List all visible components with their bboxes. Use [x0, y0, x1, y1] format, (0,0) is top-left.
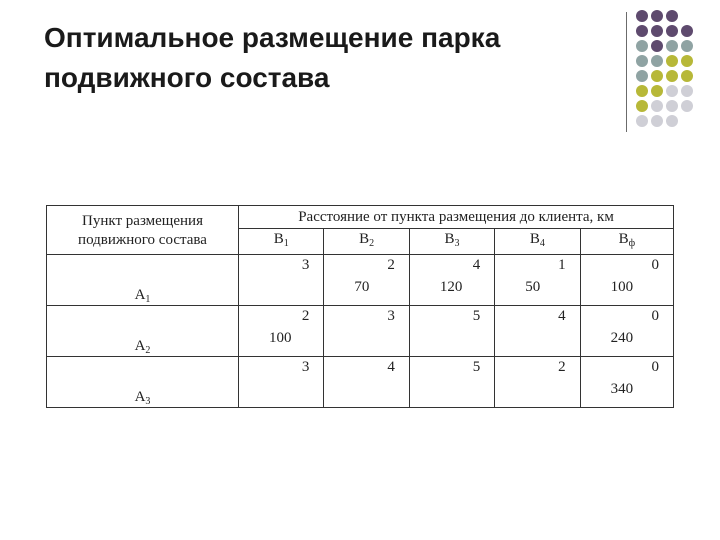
column-subscript: ф	[628, 238, 636, 249]
decorative-dot	[666, 25, 678, 37]
table-cell	[495, 306, 580, 357]
decorative-dot	[636, 25, 648, 37]
decorative-dot	[636, 100, 648, 112]
decorative-dot	[651, 70, 663, 82]
column-header	[239, 229, 324, 255]
table-cell	[495, 357, 580, 408]
decorative-dot	[681, 70, 693, 82]
decorative-dot	[666, 70, 678, 82]
table-cell	[580, 255, 673, 306]
column-subscript: 3	[454, 238, 460, 249]
cell-distance: 4	[472, 257, 481, 273]
decorative-dot	[666, 55, 678, 67]
table-cell	[580, 306, 673, 357]
table-cell	[580, 357, 673, 408]
decorative-dot	[666, 85, 678, 97]
cell-distance: 5	[472, 308, 481, 324]
decorative-dot	[651, 55, 663, 67]
title-line-2: подвижного состава	[44, 62, 330, 93]
decorative-dot	[651, 100, 663, 112]
cell-distance: 0	[651, 359, 659, 375]
decorative-dot	[636, 115, 648, 127]
column-subscript: 2	[369, 238, 375, 249]
column-letter: B	[444, 231, 455, 247]
column-letter: B	[618, 231, 629, 247]
table-cell	[495, 255, 580, 306]
table-cell	[409, 255, 494, 306]
table-cell	[239, 306, 324, 357]
decorative-dot	[681, 100, 693, 112]
column-header	[580, 229, 673, 255]
cell-volume: 50	[525, 279, 541, 295]
decorative-dot	[666, 10, 678, 22]
decorative-dot	[651, 25, 663, 37]
vertical-divider	[626, 12, 627, 132]
cell-distance: 2	[387, 257, 395, 273]
decorative-dot	[636, 10, 648, 22]
column-letter: B	[529, 231, 540, 247]
cell-distance: 0	[651, 257, 659, 273]
decorative-dot-grid	[636, 10, 694, 128]
title-line-1: Оптимальное размещение парка	[44, 22, 501, 53]
table-cell	[239, 255, 324, 306]
decorative-dot	[651, 10, 663, 22]
column-letter: B	[273, 231, 284, 247]
decorative-dot	[681, 55, 693, 67]
table-row	[47, 357, 674, 408]
table-cell	[409, 357, 494, 408]
row-label	[47, 255, 239, 306]
decorative-dot	[666, 100, 678, 112]
table-cell	[239, 357, 324, 408]
decorative-dot	[681, 40, 693, 52]
decorative-dot	[666, 40, 678, 52]
row-label	[47, 357, 239, 408]
column-letter: B	[359, 231, 370, 247]
table-header-row	[47, 206, 674, 229]
decorative-dot	[651, 85, 663, 97]
row-subscript: 3	[145, 396, 151, 407]
table-cell	[409, 306, 494, 357]
cell-distance: 0	[651, 308, 659, 324]
row-subscript: 2	[145, 345, 151, 356]
decorative-dot	[636, 70, 648, 82]
decorative-dot	[636, 85, 648, 97]
cell-distance: 4	[558, 308, 566, 324]
cell-distance: 3	[301, 359, 310, 375]
row-letter: A	[134, 389, 146, 405]
cell-distance: 4	[387, 359, 395, 375]
decorative-dot	[636, 55, 648, 67]
row-subscript: 1	[145, 294, 151, 305]
header-distance: Расстояние от пункта размещения до клиента, км	[239, 206, 674, 229]
row-letter: A	[134, 338, 146, 354]
cell-volume: 100	[610, 279, 634, 295]
cell-distance: 2	[558, 359, 566, 375]
cell-distance: 2	[301, 308, 310, 324]
table-row	[47, 255, 674, 306]
row-letter: A	[134, 287, 146, 303]
table-cell	[324, 255, 409, 306]
cell-volume: 340	[610, 381, 634, 397]
cell-distance: 3	[387, 308, 395, 324]
table-row	[47, 306, 674, 357]
decorative-dot	[636, 40, 648, 52]
decorative-dot	[651, 40, 663, 52]
cell-volume: 70	[354, 279, 370, 295]
column-header	[324, 229, 409, 255]
table-cell	[324, 306, 409, 357]
column-subscript: 4	[539, 238, 545, 249]
row-label	[47, 306, 239, 357]
cell-volume: 240	[610, 330, 634, 346]
decorative-dot	[681, 25, 693, 37]
column-header	[495, 229, 580, 255]
distance-table	[46, 205, 674, 408]
cell-distance: 5	[472, 359, 481, 375]
decorative-dot	[681, 85, 693, 97]
cell-volume: 120	[439, 279, 463, 295]
cell-volume: 100	[269, 330, 292, 346]
cell-distance: 1	[558, 257, 566, 273]
decorative-dot	[666, 115, 678, 127]
decorative-dot	[651, 115, 663, 127]
page-title	[44, 18, 614, 98]
column-header	[409, 229, 494, 255]
header-point: Пункт размещения подвижного состава	[47, 206, 239, 255]
column-subscript: 1	[283, 238, 289, 249]
table-cell	[324, 357, 409, 408]
cell-distance: 3	[301, 257, 310, 273]
